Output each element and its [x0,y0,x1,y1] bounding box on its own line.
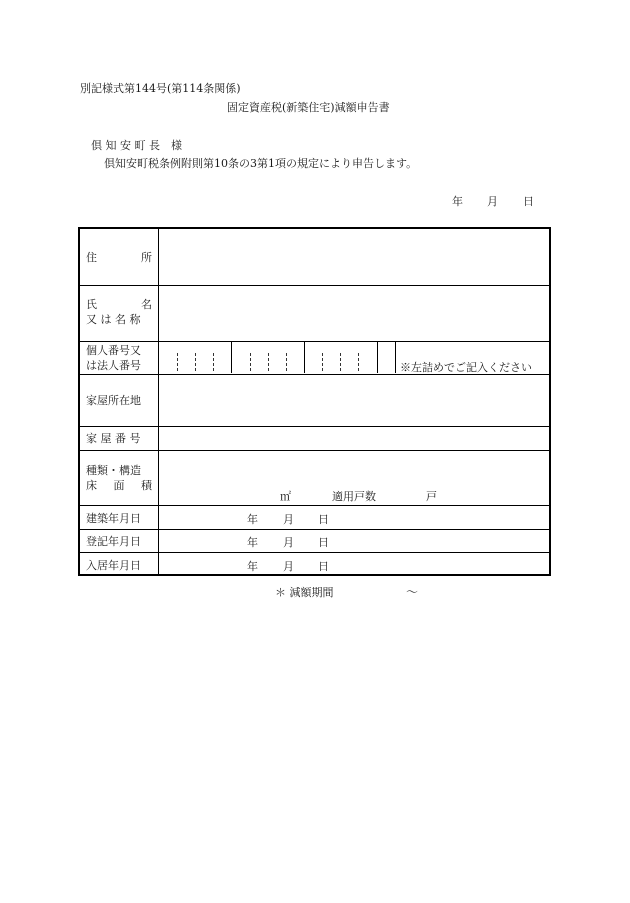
house-number-label [86,431,141,446]
address-label-char-1: 住 [86,251,97,264]
area-label-char-1: 床 [86,479,97,492]
moved-in-year: 年 [247,560,258,573]
house-location-label [86,393,141,408]
statement: 倶知安町税条例附則第10条の3第1項の規定により申告します。 [104,157,418,170]
name-label [86,297,152,327]
page-title: 固定資産税(新築住宅)減額申告書 [227,101,390,114]
number-label-line1: 個人番号又 [86,344,141,357]
address-label-char-2: 所 [141,251,152,264]
moved-in-day: 日 [318,560,329,573]
units-label: 適用戸数 [332,490,376,503]
name-field[interactable] [159,286,549,341]
built-year: 年 [247,513,258,526]
moved-in-month: 月 [283,560,294,573]
address-field[interactable] [159,229,549,285]
registered-day: 日 [318,536,329,549]
form-reference: 別記様式第144号(第114条関係) [80,82,241,95]
registered-date-label-text: 登記年月日 [86,535,141,548]
reduction-period-tilde: ～ [406,585,419,599]
area-label-char-2: 面 [113,479,125,492]
name-label-line2: 又 は 名 称 [86,313,141,326]
moved-in-date-label-text: 入居年月日 [86,559,141,572]
area-unit: ㎡ [280,490,291,503]
name-label-char-1: 氏 [86,298,97,311]
house-location-label-text: 家屋所在地 [86,394,141,407]
number-note: ※左詰めでご記入ください [400,361,532,374]
built-date-field[interactable] [159,506,549,529]
moved-in-date-label [86,558,141,573]
registered-month: 月 [283,536,294,549]
house-number-field[interactable] [159,427,549,450]
built-date-label-text: 建築年月日 [86,512,141,525]
number-digit-boxes[interactable] [159,342,395,374]
registered-year: 年 [247,536,258,549]
address-label [86,250,152,265]
reduction-period-label: ＊ 減額期間 [275,586,334,599]
built-date-label [86,511,141,526]
name-label-char-2: 名 [141,298,152,311]
area-label-char-3: 積 [141,479,152,492]
number-label [86,343,141,373]
date-month-label: 月 [487,195,498,208]
built-day: 日 [318,513,329,526]
type-area-label [86,463,152,493]
type-label-line1: 種類・構造 [86,464,141,477]
house-number-label-text: 家 屋 番 号 [86,432,141,445]
units-unit: 戸 [426,490,437,503]
addressee: 倶 知 安 町 長 様 [91,139,182,152]
built-month: 月 [283,513,294,526]
number-label-line2: は法人番号 [86,359,141,372]
house-location-field[interactable] [159,375,549,426]
date-day-label: 日 [523,195,534,208]
declaration-form-table [78,227,551,576]
registered-date-field[interactable] [159,530,549,552]
moved-in-date-field[interactable] [159,553,549,574]
registered-date-label [86,534,141,549]
date-year-label: 年 [452,195,463,208]
